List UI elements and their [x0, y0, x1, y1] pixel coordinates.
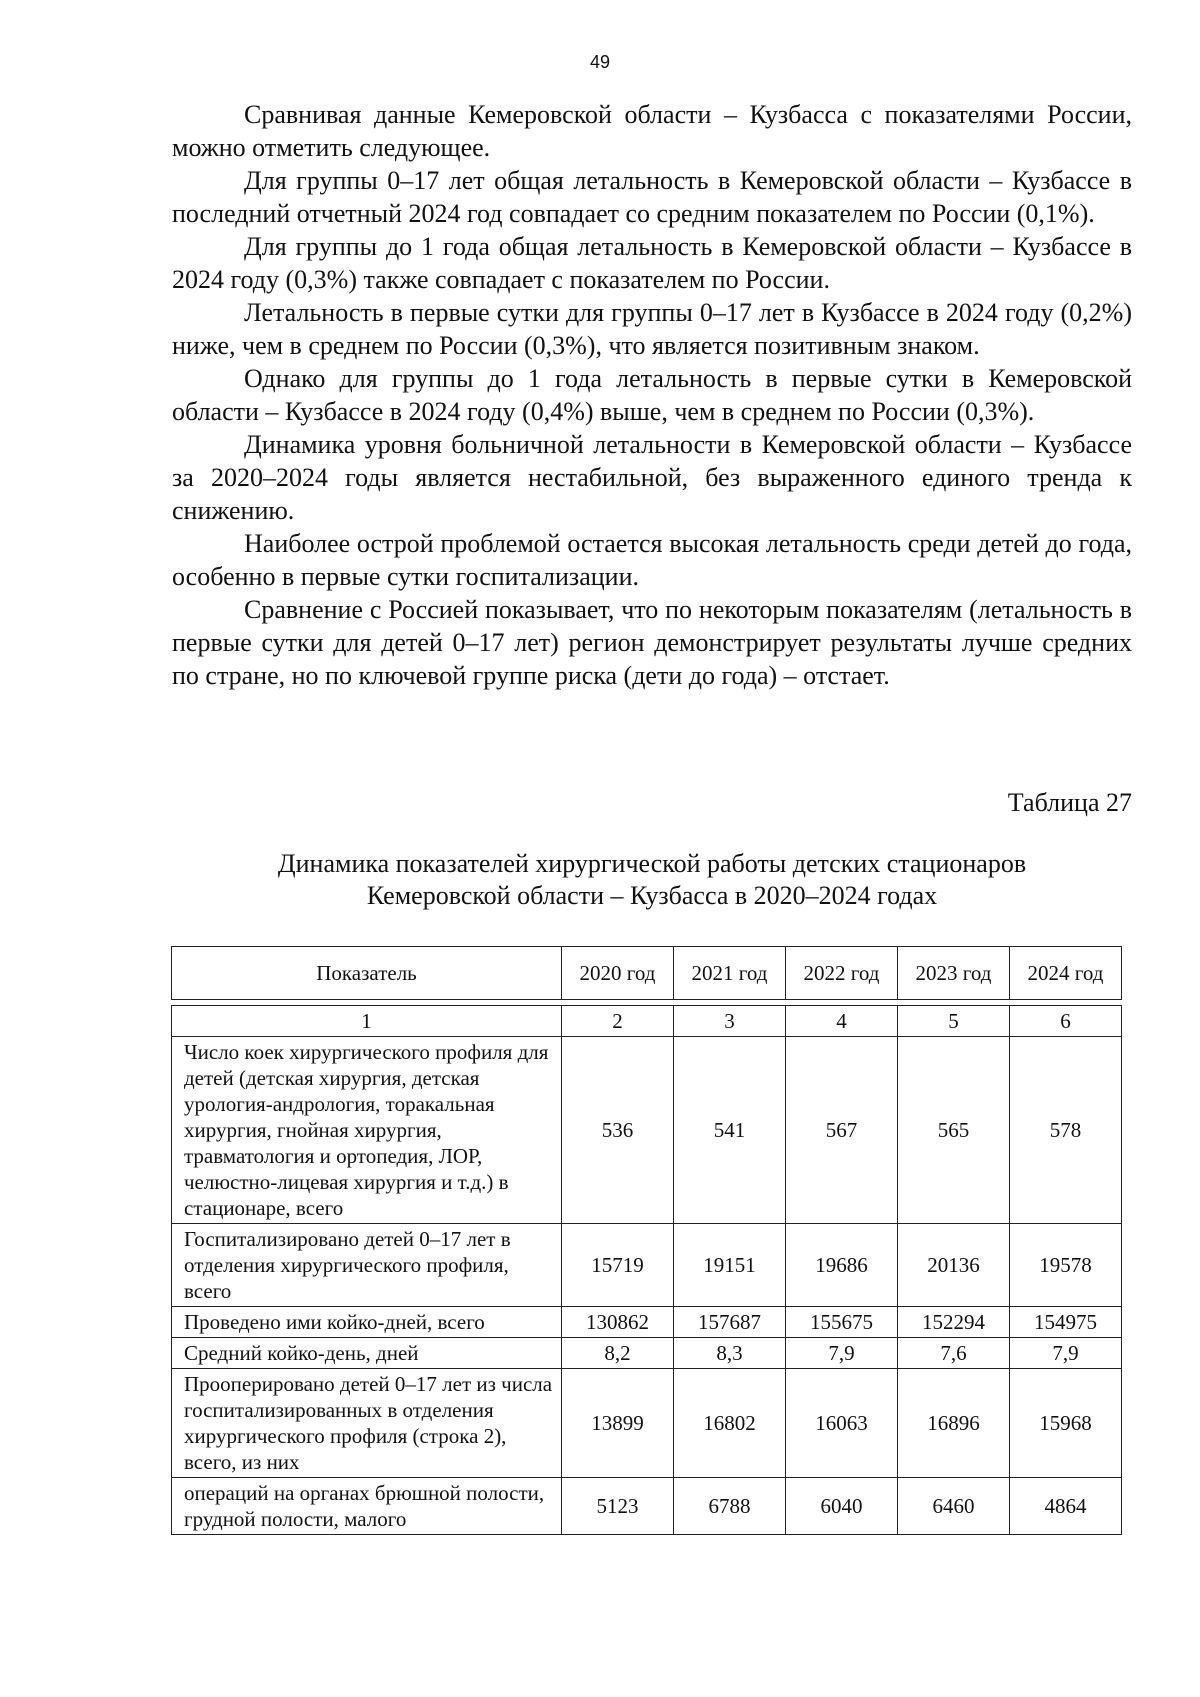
value-cell: 20136 — [898, 1224, 1010, 1307]
table-title-line: Динамика показателей хирургической работы детских стационаров — [277, 849, 1027, 878]
value-cell: 7,9 — [786, 1338, 898, 1369]
header-cell: 2023 год — [898, 947, 1010, 1000]
value-cell: 152294 — [898, 1307, 1010, 1338]
value-cell: 157687 — [674, 1307, 786, 1338]
table-row — [172, 1369, 1122, 1478]
paragraph: Однако для группы до 1 года летальность в первые сутки в Кемеровской области – Кузбассе в 2024 году (0,4%) выше, чем в среднем по России (0,3%). — [172, 364, 1132, 426]
paragraph: Летальность в первые сутки для группы 0–17 лет в Кузбассе в 2024 году (0,2%) ниже, чем в среднем по России (0,3%), что является позитивным знаком. — [172, 298, 1132, 360]
header-cell: Показатель — [172, 947, 562, 1000]
value-cell: 155675 — [786, 1307, 898, 1338]
table-title-line: Кемеровской области – Кузбасса в 2020–2024 годах — [366, 881, 938, 910]
table-row — [172, 1338, 1122, 1369]
value-cell: 154975 — [1010, 1307, 1122, 1338]
header-cell: 2022 год — [786, 947, 898, 1000]
value-cell: 130862 — [562, 1307, 674, 1338]
table-label: Таблица 27 — [1007, 788, 1132, 817]
indicator-cell: операций на органах брюшной полости, грудной полости, малого — [172, 1478, 562, 1535]
data-table — [171, 1005, 1122, 1535]
table-header — [171, 946, 1122, 1000]
value-cell: 19686 — [786, 1224, 898, 1307]
value-cell: 541 — [674, 1037, 786, 1224]
table-title — [172, 848, 1132, 912]
column-number: 3 — [674, 1006, 786, 1037]
value-cell: 6460 — [898, 1478, 1010, 1535]
value-cell: 4864 — [1010, 1478, 1122, 1535]
table-row — [172, 1307, 1122, 1338]
table-row — [172, 1478, 1122, 1535]
column-number: 2 — [562, 1006, 674, 1037]
indicator-cell: Средний койко-день, дней — [172, 1338, 562, 1369]
table-row — [172, 1224, 1122, 1307]
body-text — [172, 98, 1132, 692]
header-cell: 2020 год — [562, 947, 674, 1000]
indicator-cell: Прооперировано детей 0–17 лет из числа госпитализированных в отделения хирургического профиля (строка 2), всего, из них — [172, 1369, 562, 1478]
value-cell: 7,6 — [898, 1338, 1010, 1369]
value-cell: 8,3 — [674, 1338, 786, 1369]
value-cell: 565 — [898, 1037, 1010, 1224]
value-cell: 19151 — [674, 1224, 786, 1307]
value-cell: 7,9 — [1010, 1338, 1122, 1369]
value-cell: 6040 — [786, 1478, 898, 1535]
column-number: 5 — [898, 1006, 1010, 1037]
value-cell: 578 — [1010, 1037, 1122, 1224]
value-cell: 5123 — [562, 1478, 674, 1535]
paragraph: Сравнивая данные Кемеровской области – Кузбасса с показателями России, можно отметить следующее. — [172, 100, 1132, 162]
value-cell: 16802 — [674, 1369, 786, 1478]
column-number-row — [172, 1006, 1122, 1037]
value-cell: 567 — [786, 1037, 898, 1224]
value-cell: 13899 — [562, 1369, 674, 1478]
indicator-cell: Госпитализировано детей 0–17 лет в отделения хирургического профиля, всего — [172, 1224, 562, 1307]
paragraph: Для группы 0–17 лет общая летальность в Кемеровской области – Кузбассе в последний отчетный 2024 год совпадает со средним показателем по России (0,1%). — [172, 166, 1132, 228]
column-number: 1 — [172, 1006, 562, 1037]
value-cell: 19578 — [1010, 1224, 1122, 1307]
column-number: 6 — [1010, 1006, 1122, 1037]
value-cell: 536 — [562, 1037, 674, 1224]
value-cell: 15968 — [1010, 1369, 1122, 1478]
value-cell: 16063 — [786, 1369, 898, 1478]
paragraph: Наиболее острой проблемой остается высокая летальность среди детей до года, особенно в первые сутки госпитализации. — [172, 529, 1132, 591]
header-cell: 2021 год — [674, 947, 786, 1000]
paragraph: Сравнение с Россией показывает, что по некоторым показателям (летальность в первые сутки для детей 0–17 лет) регион демонстрирует результаты лучше средних по стране, но по ключевой группе риска (дети до года) – отстает. — [172, 595, 1132, 690]
header-row — [172, 947, 1122, 1000]
value-cell: 8,2 — [562, 1338, 674, 1369]
value-cell: 15719 — [562, 1224, 674, 1307]
indicator-cell: Число коек хирургического профиля для детей (детская хирургия, детская урология-андрология, торакальная хирургия, гнойная хирургия, травматология и ортопедия, ЛОР, челюстно-лицевая хирургия и т.д.) в стационаре, всего — [172, 1037, 562, 1224]
value-cell: 6788 — [674, 1478, 786, 1535]
page-number: 49 — [589, 52, 611, 72]
header-cell: 2024 год — [1010, 947, 1122, 1000]
value-cell: 16896 — [898, 1369, 1010, 1478]
column-number: 4 — [786, 1006, 898, 1037]
paragraph: Для группы до 1 года общая летальность в Кемеровской области – Кузбассе в 2024 году (0,3%) также совпадает с показателем по России. — [172, 232, 1132, 294]
paragraph: Динамика уровня больничной летальности в Кемеровской области – Кузбассе за 2020–2024 годы является нестабильной, без выраженного единого тренда к снижению. — [172, 430, 1132, 525]
indicator-cell: Проведено ими койко-дней, всего — [172, 1307, 562, 1338]
table-row — [172, 1037, 1122, 1224]
